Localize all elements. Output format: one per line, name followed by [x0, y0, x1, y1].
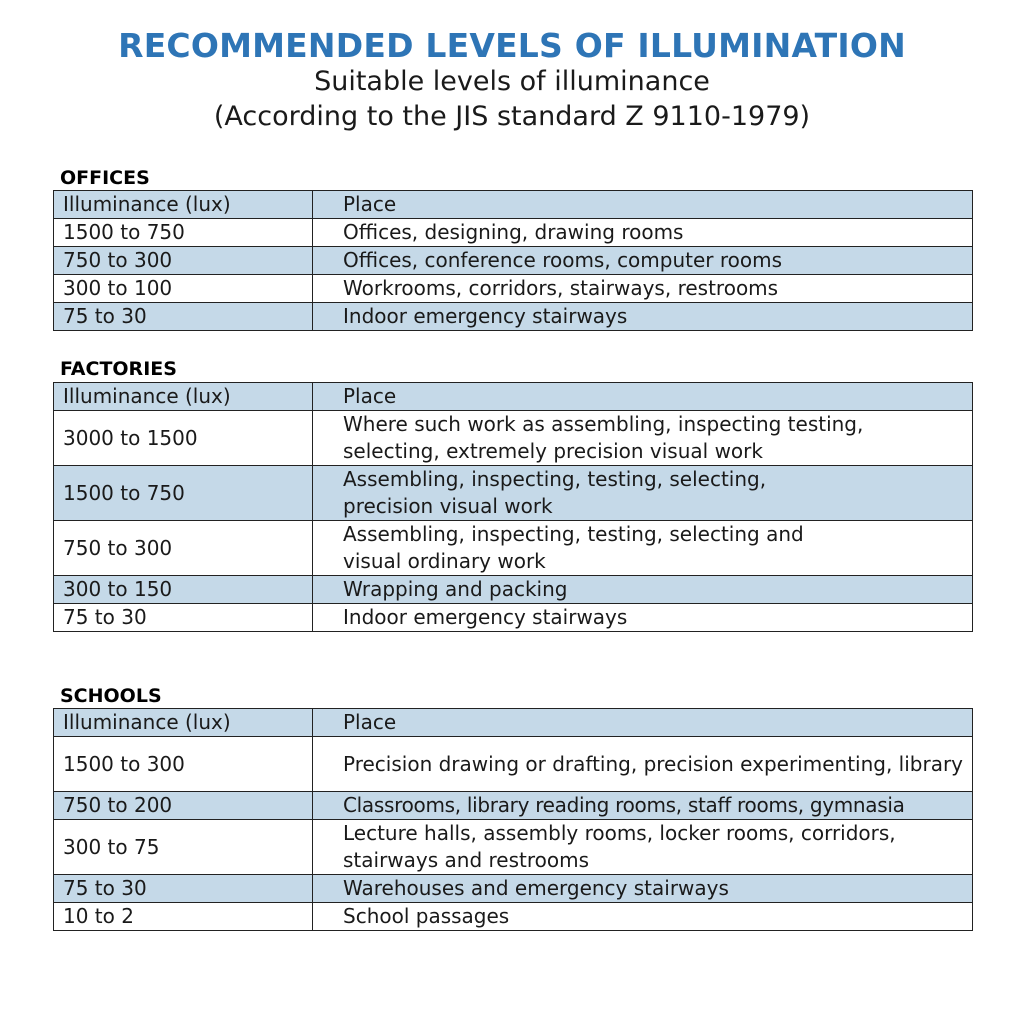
table-row [54, 792, 973, 820]
illuminance-cell: 1500 to 750 [54, 466, 313, 521]
place-cell: Indoor emergency stairways [313, 604, 973, 632]
factories-table [53, 382, 973, 632]
table-row [54, 576, 973, 604]
place-cell: Indoor emergency stairways [313, 303, 973, 331]
table-row [54, 219, 973, 247]
place-cell: Where such work as assembling, inspecting testing, selecting, extremely precision visual work [313, 411, 973, 466]
table-row [54, 820, 973, 875]
schools-heading: SCHOOLS [60, 685, 162, 707]
illuminance-cell: 750 to 300 [54, 521, 313, 576]
place-cell: Offices, conference rooms, computer rooms [313, 247, 973, 275]
table-row [54, 303, 973, 331]
place-cell: School passages [313, 903, 973, 931]
table-row [54, 737, 973, 792]
offices-table [53, 190, 973, 331]
table-header-row [54, 383, 973, 411]
place-cell: Lecture halls, assembly rooms, locker rooms, corridors, stairways and restrooms [313, 820, 973, 875]
column-header-illuminance: Illuminance (lux) [54, 383, 313, 411]
place-cell: Classrooms, library reading rooms, staff rooms, gymnasia [313, 792, 973, 820]
place-cell: Warehouses and emergency stairways [313, 875, 973, 903]
column-header-illuminance: Illuminance (lux) [54, 191, 313, 219]
illuminance-cell: 1500 to 300 [54, 737, 313, 792]
standard-reference: (According to the JIS standard Z 9110-1979) [213, 101, 811, 132]
table-row [54, 875, 973, 903]
schools-table [53, 708, 973, 931]
column-header-place: Place [313, 709, 973, 737]
illuminance-cell: 750 to 200 [54, 792, 313, 820]
table-row [54, 466, 973, 521]
illuminance-cell: 1500 to 750 [54, 219, 313, 247]
illuminance-cell: 300 to 75 [54, 820, 313, 875]
table-row [54, 604, 973, 632]
table-row [54, 247, 973, 275]
illuminance-cell: 75 to 30 [54, 604, 313, 632]
table-header-row [54, 191, 973, 219]
column-header-place: Place [313, 191, 973, 219]
illuminance-cell: 3000 to 1500 [54, 411, 313, 466]
illuminance-cell: 750 to 300 [54, 247, 313, 275]
place-cell: Precision drawing or drafting, precision experimenting, library [313, 737, 973, 792]
column-header-place: Place [313, 383, 973, 411]
place-cell: Offices, designing, drawing rooms [313, 219, 973, 247]
table-header-row [54, 709, 973, 737]
offices-heading: OFFICES [60, 167, 150, 189]
illuminance-cell: 75 to 30 [54, 303, 313, 331]
place-cell: Assembling, inspecting, testing, selecting and visual ordinary work [313, 521, 973, 576]
illuminance-cell: 300 to 150 [54, 576, 313, 604]
table-row [54, 521, 973, 576]
illuminance-cell: 10 to 2 [54, 903, 313, 931]
subtitle: Suitable levels of illuminance [314, 66, 710, 97]
table-row [54, 411, 973, 466]
column-header-illuminance: Illuminance (lux) [54, 709, 313, 737]
illuminance-cell: 75 to 30 [54, 875, 313, 903]
page-title: RECOMMENDED LEVELS OF ILLUMINATION [118, 26, 906, 65]
factories-heading: FACTORIES [60, 358, 177, 380]
place-cell: Assembling, inspecting, testing, selecting, precision visual work [313, 466, 973, 521]
table-row [54, 275, 973, 303]
place-cell: Wrapping and packing [313, 576, 973, 604]
table-row [54, 903, 973, 931]
illuminance-cell: 300 to 100 [54, 275, 313, 303]
place-cell: Workrooms, corridors, stairways, restrooms [313, 275, 973, 303]
